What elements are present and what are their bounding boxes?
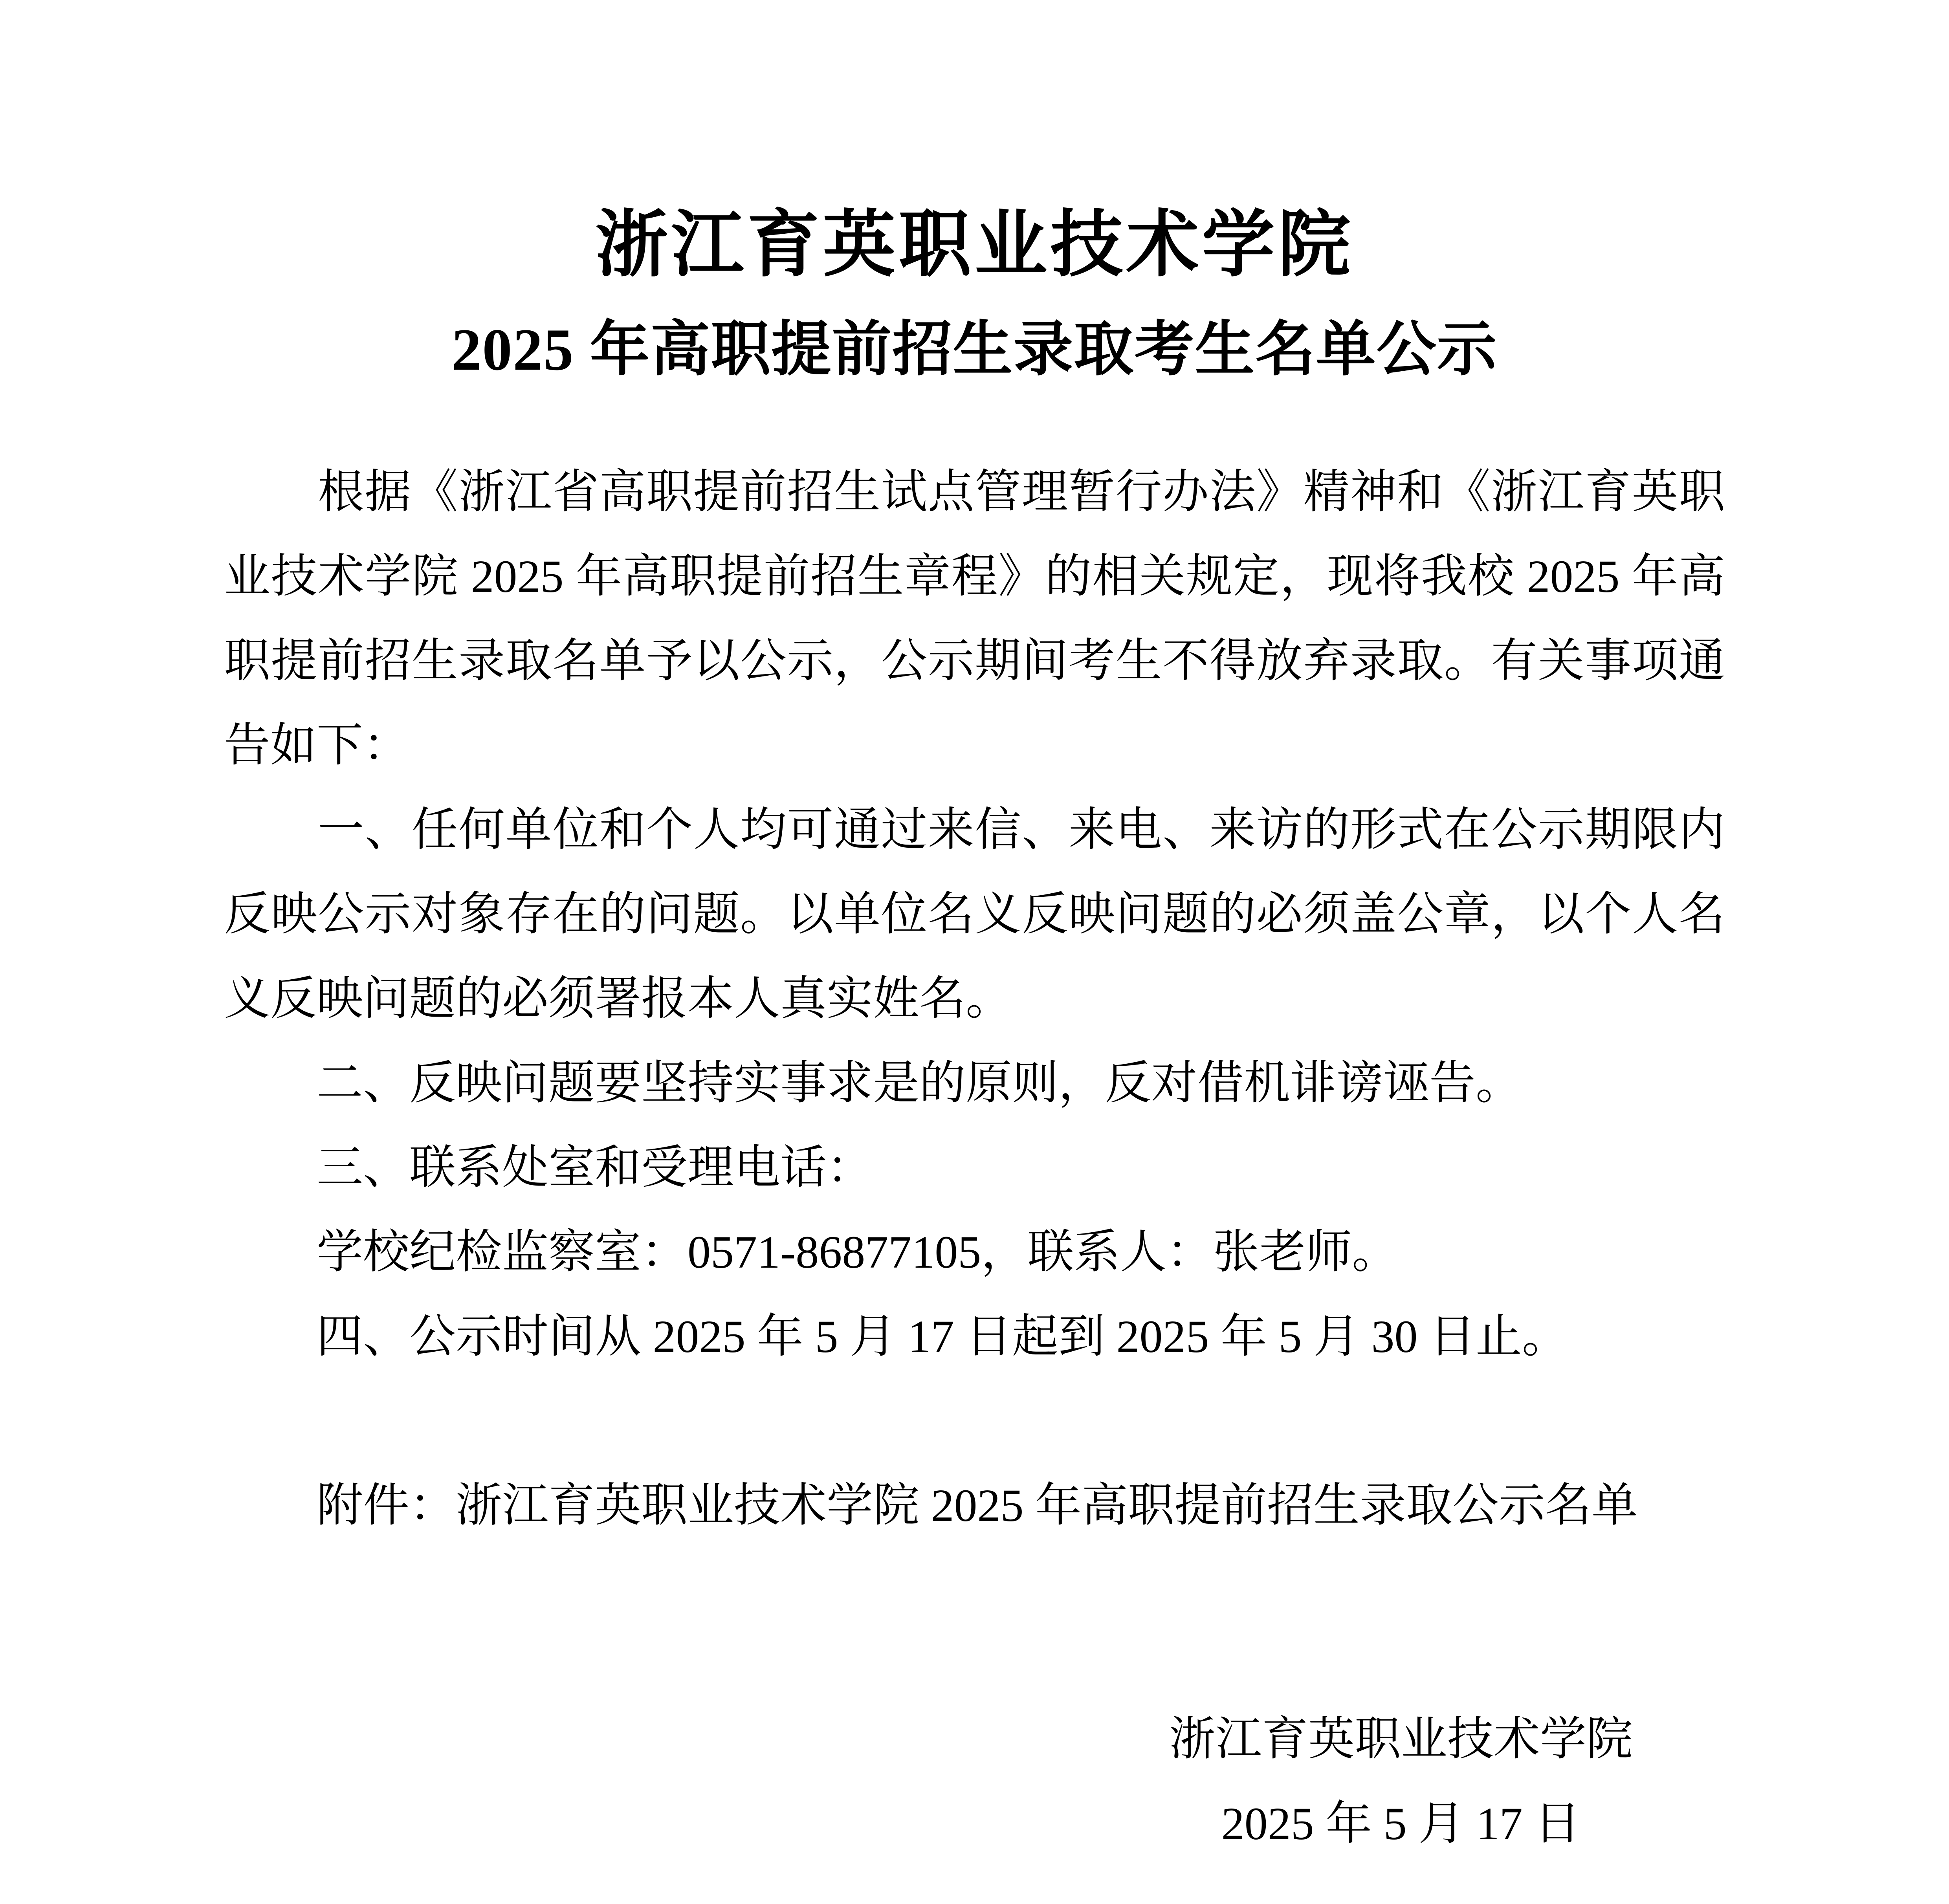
signature-org: 浙江育英职业技术学院 [1169,1713,1633,1765]
body-line: 二、反映问题要坚持实事求是的原则，反对借机诽谤诬告。 [224,1057,1522,1109]
body-line: 四、公示时间从 2025 年 5 月 17 日起到 2025 年 5 月 30 日止。 [224,1311,1569,1362]
attachment-line: 附件：浙江育英职业技术学院 2025 年高职提前招生录取公示名单 [224,1480,1638,1531]
body-line: 告如下： [224,720,410,771]
signature-block [1161,1697,1641,1866]
body-line: 反映公示对象存在的问题。以单位名义反映问题的必须盖公章，以个人名 [224,889,1725,940]
body-line: 职提前招生录取名单予以公示，公示期间考生不得放弃录取。有关事项通 [224,635,1725,687]
document-body [224,450,1725,1548]
body-line: 一、任何单位和个人均可通过来信、来电、来访的形式在公示期限内 [224,804,1725,856]
document-subtitle: 2025 年高职提前招生录取考生名单公示 [451,317,1498,383]
document-title: 浙江育英职业技术学院 [595,205,1354,286]
signature-date: 2025 年 5 月 17 日 [1221,1798,1581,1849]
body-line: 学校纪检监察室：0571-86877105，联系人：张老师。 [224,1226,1399,1278]
body-line: 业技术学院 2025 年高职提前招生章程》的相关规定，现将我校 2025 年高 [224,551,1725,602]
body-line: 义反映问题的必须署报本人真实姓名。 [224,973,1012,1024]
body-line: 三、联系处室和受理电话： [224,1142,873,1193]
body-line: 根据《浙江省高职提前招生试点管理暂行办法》精神和《浙江育英职 [224,466,1725,518]
